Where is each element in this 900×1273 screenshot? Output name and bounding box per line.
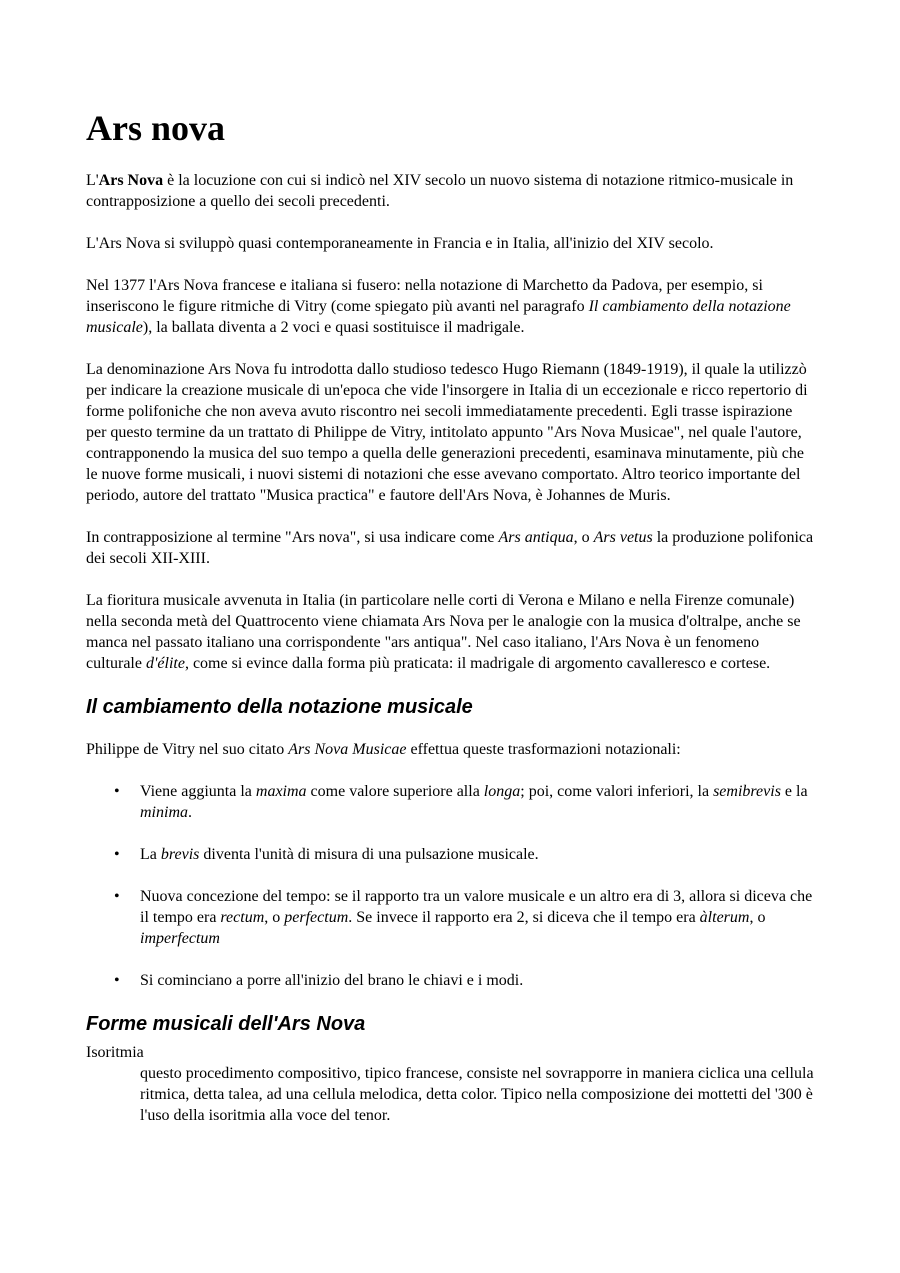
- intro-paragraph-2: L'Ars Nova si sviluppò quasi contemporaneamente in Francia e in Italia, all'inizio del XIV secolo.: [86, 235, 714, 252]
- italic-term: minima: [140, 804, 188, 821]
- italic-term: rectum: [220, 909, 265, 926]
- text-run: e la: [780, 783, 808, 800]
- text-run: come valore superiore alla: [306, 783, 484, 800]
- bold-term: Ars Nova: [98, 172, 164, 189]
- text-run: effettua queste trasformazioni notazionali:: [406, 741, 681, 758]
- text-run: La fioritura musicale avvenuta in Italia (in particolare nelle corti di Verona e Milano e nella Firenze comunale) nella seconda metà del Quattrocento viene chiamata Ars Nova per le analogie con la musica d'oltralpe, anche se manca nel passato italiano una corrispondente "ars antiqua". Nel caso italiano, l'Ars Nova è un fenomeno culturale: [86, 592, 801, 672]
- text-run: . Se invece il rapporto era 2, si diceva che il tempo era: [348, 909, 700, 926]
- italic-term: Ars antiqua: [498, 529, 574, 546]
- page-title: Ars nova: [86, 108, 226, 148]
- italic-term: d'élite: [145, 655, 185, 672]
- intro-paragraph-1: [86, 170, 816, 212]
- text-run: Nel 1377 l'Ars Nova francese e italiana si fusero: nella notazione di Marchetto da Padova, per esempio, si inseriscono le figure ritmiche di Vitry (come spiegato più avanti nel paragrafo: [86, 277, 763, 315]
- italic-term: semibrevis: [713, 783, 781, 800]
- intro-paragraph-4: La denominazione Ars Nova fu introdotta dallo studioso tedesco Hugo Riemann (1849-1919), il quale la utilizzò per indicare la creazione musicale di un'epoca che vide l'insorgere in Italia di un eccezionale e ricco repertorio di forme polifoniche che non aveva avuto riscontro nei secoli immediatamente precedenti. Egli trasse ispirazione per questo termine da un trattato di Philippe de Vitry, intitolato appunto "Ars Nova Musicae", nel quale l'autore, contrapponendo la musica del suo tempo a quella delle generazioni precedenti, esaminava minutamente, più che le nuove forme musicali, i nuovi sistemi di notazioni che esse avevano comportato. Altro teorico importante del periodo, autore del trattato "Musica practica" e fautore dell'Ars Nova, è Johannes de Muris.: [86, 361, 808, 504]
- italic-term: àlterum: [699, 909, 750, 926]
- document-page: [86, 108, 816, 1126]
- intro-paragraph-3: [86, 275, 816, 338]
- text-run: Viene aggiunta la: [140, 783, 256, 800]
- text-run: , o: [573, 529, 594, 546]
- notation-changes-list: [86, 781, 816, 991]
- list-item: [140, 886, 816, 949]
- text-run: .: [188, 804, 192, 821]
- intro-paragraph-6: [86, 590, 816, 674]
- text-run: ; poi, come valori inferiori, la: [520, 783, 714, 800]
- italic-term: maxima: [255, 783, 307, 800]
- text-run: , o: [264, 909, 285, 926]
- section-heading-forms: Forme musicali dell'Ars Nova: [86, 1013, 366, 1035]
- text-run: , o: [749, 909, 766, 926]
- italic-term: imperfectum: [140, 930, 220, 947]
- text-run: Philippe de Vitry nel suo citato: [86, 741, 289, 758]
- italic-term: Ars vetus: [593, 529, 653, 546]
- text-run: L': [86, 172, 99, 189]
- intro-paragraph-5: [86, 527, 816, 569]
- section-heading-notation: Il cambiamento della notazione musicale: [86, 696, 473, 718]
- italic-term: Ars Nova Musicae: [288, 741, 407, 758]
- list-item: • Si cominciano a porre all'inizio del brano le chiavi e i modi.: [140, 970, 816, 991]
- definition-description: questo procedimento compositivo, tipico francese, consiste nel sovrapporre in maniera ciclica una cellula ritmica, detta talea, ad una cellula melodica, detta color. Tipico nella composizione dei mottetti del '300 è l'uso della isoritmia alla voce del tenor.: [140, 1065, 814, 1124]
- text-run: Nuova concezione del tempo: se il rapporto tra un valore musicale e un altro era di 3, allora si diceva che il tempo era: [140, 888, 813, 926]
- text-run: , come si evince dalla forma più praticata: il madrigale di argomento cavalleresco e cortese.: [184, 655, 771, 672]
- list-item: [140, 781, 816, 823]
- list-item: [140, 844, 816, 865]
- text-run: diventa l'unità di misura di una pulsazione musicale.: [199, 846, 539, 863]
- italic-section-reference: Il cambiamento della notazione musicale: [86, 298, 791, 336]
- text-run: la produzione polifonica dei secoli XII-XIII.: [86, 529, 814, 567]
- text-run: è la locuzione con cui si indicò nel XIV secolo un nuovo sistema di notazione ritmico-musicale in contrapposizione a quello dei secoli precedenti.: [86, 172, 794, 210]
- italic-term: brevis: [160, 846, 200, 863]
- text-run: La: [140, 846, 161, 863]
- italic-term: longa: [483, 783, 521, 800]
- definition-term: Isoritmia: [86, 1044, 144, 1061]
- italic-term: perfectum: [284, 909, 349, 926]
- definition-list: [86, 1042, 816, 1126]
- section-lead-paragraph: [86, 739, 816, 760]
- text-run: ), la ballata diventa a 2 voci e quasi sostituisce il madrigale.: [142, 319, 525, 336]
- text-run: In contrapposizione al termine "Ars nova", si usa indicare come: [86, 529, 499, 546]
